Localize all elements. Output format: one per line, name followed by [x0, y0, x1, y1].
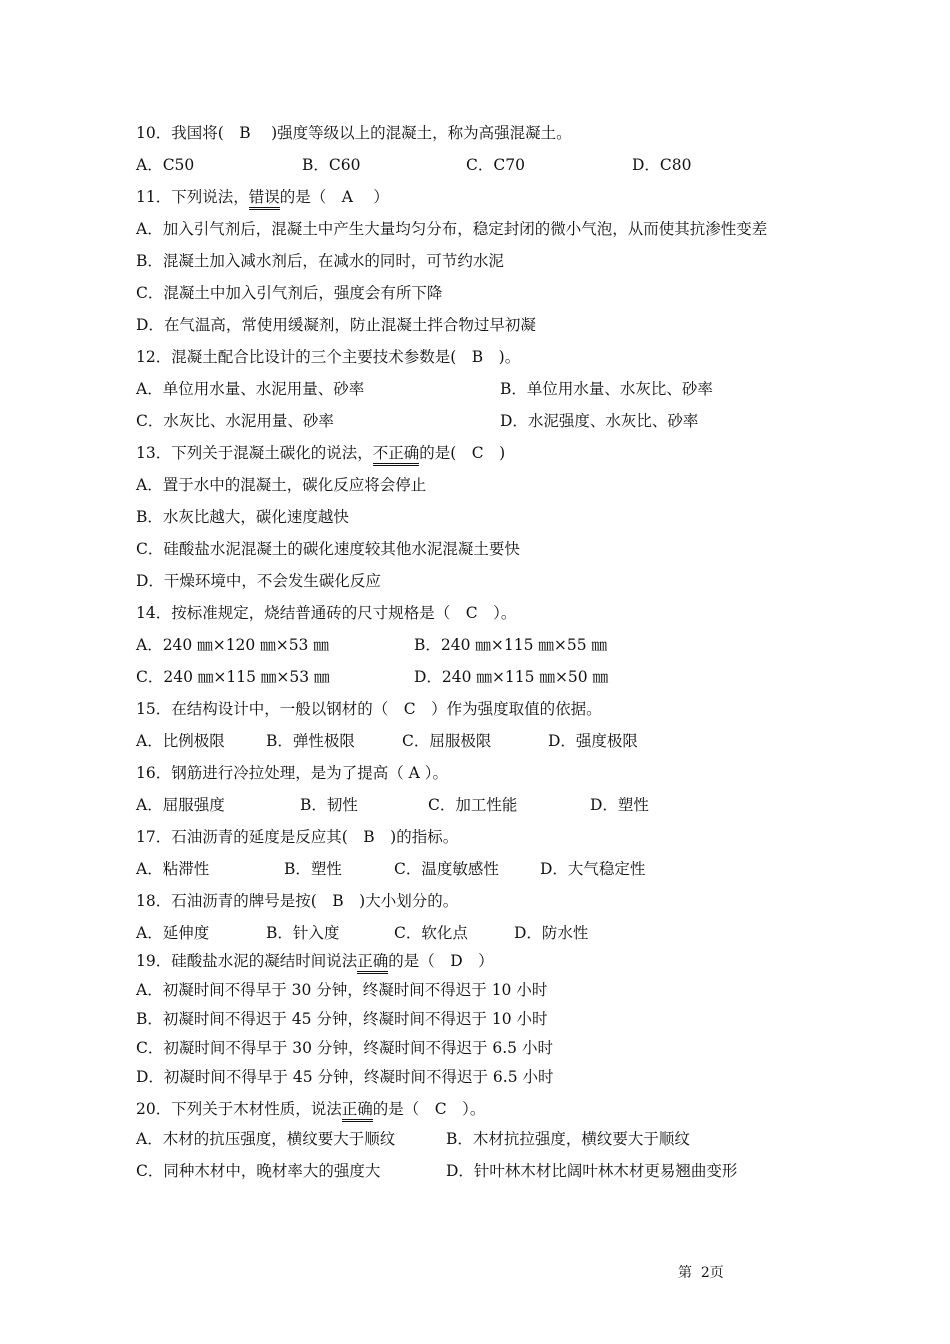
option-q12cd-1: D．水泥强度、水灰比、砂率 [500, 412, 699, 430]
option-q16o-3: D．塑性 [590, 796, 649, 814]
line-q20 [136, 1096, 485, 1122]
line-q15 [136, 696, 602, 722]
option-q12cd-0: C．水灰比、水泥用量、砂率 [136, 412, 334, 430]
line-q12 [136, 344, 520, 370]
line-q13c [136, 536, 520, 562]
line-q13b [136, 504, 349, 530]
option-q14ab-0: A．240 ㎜×120 ㎜×53 ㎜ [136, 636, 329, 654]
option-q14cd-1: D．240 ㎜×115 ㎜×50 ㎜ [414, 668, 609, 686]
line-q19 [136, 948, 494, 974]
line-text: A．置于水中的混凝土，碳化反应将会停止 [136, 476, 427, 494]
option-q15o-1: B．弹性极限 [266, 732, 355, 750]
option-q14ab-1: B．240 ㎜×115 ㎜×55 ㎜ [414, 636, 608, 654]
option-q20ab-1: B．木材抗拉强度，横纹要大于顺纹 [446, 1130, 690, 1148]
line-text: 的是（ C ）。 [372, 1100, 486, 1118]
page-number: 第 2页 [678, 1265, 724, 1281]
line-text: 的是（ D ） [388, 952, 494, 970]
option-q16o-1: B．韧性 [300, 796, 358, 814]
emphasis-text: 正确 [342, 1099, 373, 1122]
option-q12ab-0: A．单位用水量、水泥用量、砂率 [136, 380, 365, 398]
line-text: C．混凝土中加入引气剂后，强度会有所下降 [136, 284, 443, 302]
emphasis-text: 正确 [357, 951, 388, 974]
line-text: D．在气温高，常使用缓凝剂，防止混凝土拌合物过早初凝 [136, 316, 536, 334]
option-q17o-3: D．大气稳定性 [540, 860, 646, 878]
line-q13a [136, 472, 426, 498]
option-q20cd-1: D．针叶林木材比阔叶林木材更易翘曲变形 [446, 1162, 738, 1180]
line-q13d [136, 568, 381, 594]
line-text: D．初凝时间不得早于 45 分钟，终凝时间不得迟于 6.5 小时 [136, 1068, 554, 1086]
line-q19c [136, 1035, 553, 1061]
option-q16o-0: A．屈服强度 [136, 796, 225, 814]
line-text: B．水灰比越大，碳化速度越快 [136, 508, 349, 526]
line-text: 18．石油沥青的牌号是按( B )大小划分的。 [136, 892, 459, 910]
line-text: 的是（ A ） [279, 188, 389, 206]
option-q16o-2: C．加工性能 [428, 796, 518, 814]
option-q17o-1: B．塑性 [284, 860, 342, 878]
emphasis-text: 不正确 [373, 443, 420, 466]
line-text: D．干燥环境中，不会发生碳化反应 [136, 572, 381, 590]
option-q18o-3: D．防水性 [514, 924, 589, 942]
line-text: 14．按标准规定，烧结普通砖的尺寸规格是（ C ）。 [136, 604, 517, 622]
option-q15o-3: D．强度极限 [548, 732, 638, 750]
line-q11 [136, 184, 389, 210]
option-q15o-0: A．比例极限 [136, 732, 225, 750]
line-text: 19．硅酸盐水泥的凝结时间说法 [136, 952, 358, 970]
option-q18o-1: B．针入度 [266, 924, 340, 942]
option-q18o-2: C．软化点 [394, 924, 468, 942]
line-text: 10．我国将( B )强度等级以上的混凝土，称为高强混凝土。 [136, 124, 572, 142]
line-text: 16．钢筋进行冷拉处理，是为了提高（ A ）。 [136, 764, 449, 782]
option-q20ab-0: A．木材的抗压强度，横纹要大于顺纹 [136, 1130, 396, 1148]
option-q15o-2: C．屈服极限 [402, 732, 492, 750]
option-q10o-1: B．C60 [302, 156, 361, 174]
line-q11a [136, 216, 767, 242]
line-q18 [136, 888, 458, 914]
line-q19d [136, 1064, 554, 1090]
line-text: 15．在结构设计中，一般以钢材的（ C ）作为强度取值的依据。 [136, 700, 602, 718]
emphasis-text: 错误 [249, 187, 280, 210]
line-q17 [136, 824, 458, 850]
line-text: 12．混凝土配合比设计的三个主要技术参数是( B )。 [136, 348, 521, 366]
option-q12ab-1: B．单位用水量、水灰比、砂率 [500, 380, 713, 398]
option-q18o-0: A．延伸度 [136, 924, 210, 942]
line-text: B．混凝土加入减水剂后，在减水的同时，可节约水泥 [136, 252, 504, 270]
line-q16 [136, 760, 448, 786]
option-q10o-0: A．C50 [136, 156, 195, 174]
option-q17o-2: C．温度敏感性 [394, 860, 499, 878]
line-text: 11．下列说法， [136, 188, 249, 206]
line-text: 20．下列关于木材性质，说法 [136, 1100, 342, 1118]
option-q20cd-0: C．同种木材中，晚材率大的强度大 [136, 1162, 381, 1180]
line-q11d [136, 312, 536, 338]
line-q11c [136, 280, 442, 306]
option-q14cd-0: C．240 ㎜×115 ㎜×53 ㎜ [136, 668, 330, 686]
line-text: A．加入引气剂后，混凝土中产生大量均匀分布，稳定封闭的微小气泡，从而使其抗渗性变差 [136, 220, 768, 238]
line-text: 的是( C ) [419, 444, 506, 462]
line-text: C．硅酸盐水泥混凝土的碳化速度较其他水泥混凝土要快 [136, 540, 520, 558]
line-text: 13．下列关于混凝土碳化的说法， [136, 444, 373, 462]
option-q17o-0: A．粘滞性 [136, 860, 210, 878]
option-q10o-2: C．C70 [466, 156, 525, 174]
line-q10 [136, 120, 572, 146]
line-q11b [136, 248, 504, 274]
line-text: A．初凝时间不得早于 30 分钟，终凝时间不得迟于 10 小时 [136, 981, 548, 999]
line-q13 [136, 440, 505, 466]
option-q10o-3: D．C80 [632, 156, 692, 174]
line-text: C．初凝时间不得早于 30 分钟，终凝时间不得迟于 6.5 小时 [136, 1039, 553, 1057]
line-text: B．初凝时间不得迟于 45 分钟，终凝时间不得迟于 10 小时 [136, 1010, 548, 1028]
line-q19b [136, 1006, 548, 1032]
line-text: 17．石油沥青的延度是反应其( B )的指标。 [136, 828, 459, 846]
line-q14 [136, 600, 516, 626]
line-q19a [136, 977, 547, 1003]
